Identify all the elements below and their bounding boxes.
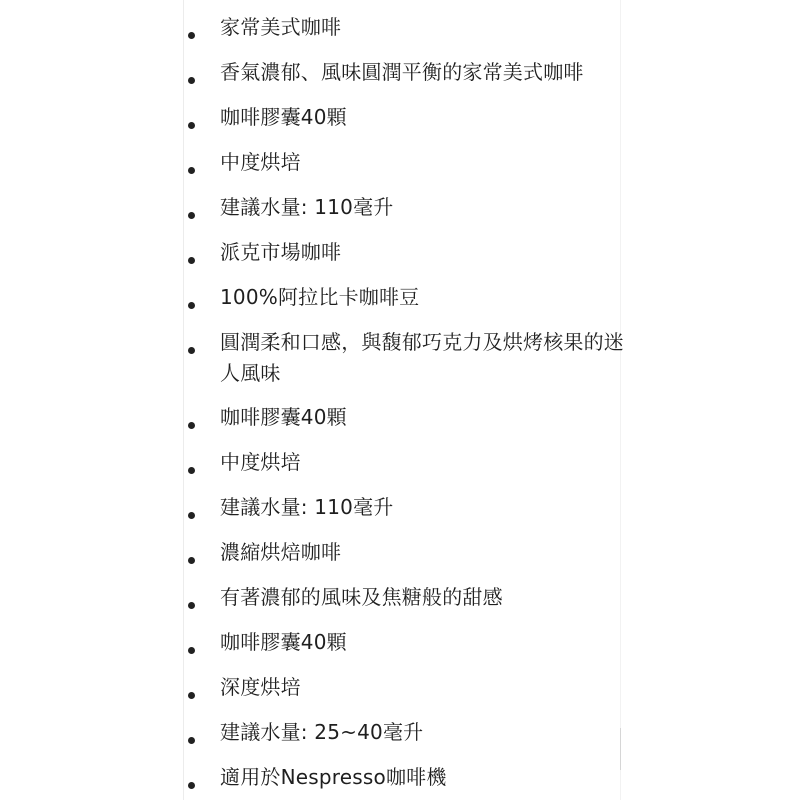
bullet-icon xyxy=(188,602,195,609)
left-guide-line xyxy=(183,0,184,800)
bullet-icon xyxy=(188,32,195,39)
list-item-text: 家常美式咖啡 xyxy=(220,15,342,39)
list-item-text: 中度烘培 xyxy=(220,450,301,474)
list-item-text: 有著濃郁的風味及焦糖般的甜感 xyxy=(220,585,503,609)
list-item-text: 咖啡膠囊40顆 xyxy=(220,105,347,129)
list-item-text: 建議水量: 110毫升 xyxy=(220,195,394,219)
list-item-text: 派克市場咖啡 xyxy=(220,240,342,264)
list-item-text: 100%阿拉比卡咖啡豆 xyxy=(220,285,420,309)
bullet-icon xyxy=(188,467,195,474)
bullet-icon xyxy=(188,512,195,519)
bullet-icon xyxy=(188,647,195,654)
list-item-text: 建議水量: 110毫升 xyxy=(220,495,394,519)
list-item-text: 深度烘培 xyxy=(220,675,301,699)
list-item-text: 適用於Nespresso咖啡機 xyxy=(220,765,447,789)
bullet-icon xyxy=(188,302,195,309)
list-item-text: 建議水量: 25~40毫升 xyxy=(220,720,424,744)
list-item-text: 咖啡膠囊40顆 xyxy=(220,405,347,429)
list-item-text: 中度烘培 xyxy=(220,150,301,174)
list-item-text: 圓潤柔和口感，與馥郁巧克力及烘烤核果的迷人風味 xyxy=(220,330,624,385)
bullet-icon xyxy=(188,692,195,699)
bullet-icon xyxy=(188,347,195,354)
list-item-text: 咖啡膠囊40顆 xyxy=(220,630,347,654)
bullet-icon xyxy=(188,257,195,264)
bullet-icon xyxy=(188,212,195,219)
list-item-text: 濃縮烘焙咖啡 xyxy=(220,540,342,564)
bullet-icon xyxy=(188,422,195,429)
bullet-icon xyxy=(188,557,195,564)
bullet-icon xyxy=(188,77,195,84)
bullet-icon xyxy=(188,782,195,789)
bullet-icon xyxy=(188,122,195,129)
list-item-text: 香氣濃郁、風味圓潤平衡的家常美式咖啡 xyxy=(220,60,584,84)
bullet-icon xyxy=(188,167,195,174)
bullet-icon xyxy=(188,737,195,744)
